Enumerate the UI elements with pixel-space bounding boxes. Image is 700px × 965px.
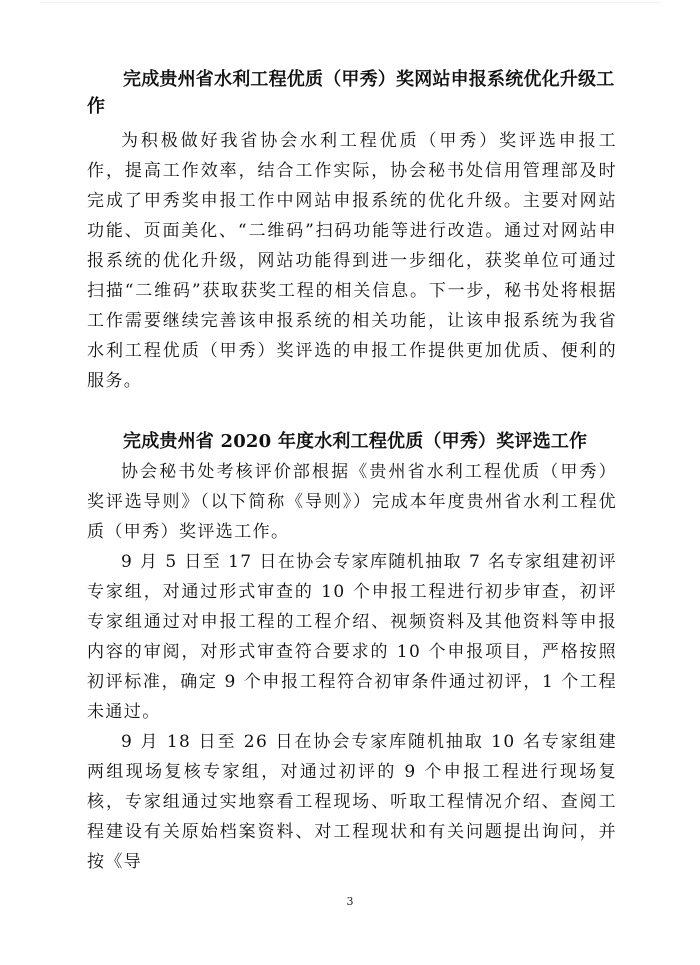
section-2-paragraph-3: 9 月 18 日至 26 日在协会专家库随机抽取 10 名专家组建两组现场复核专家组，对通过初评的 9 个申报工程进行现场复核，专家组通过实地察看工程现场、听取工程情况介绍、查阅工程建设有关原始档案资料、对工程现状和有关问题提出询问，并按《导 [87,732,617,872]
section-1-paragraph-1: 为积极做好我省协会水利工程优质（甲秀）奖评选申报工作，提高工作效率，结合工作实际，协会秘书处信用管理部及时完成了甲秀奖申报工作中网站申报系统的优化升级。主要对网站功能、页面美化、“二维码”扫码功能等进行改造。通过对网站申报系统的优化升级，网站功能得到进一步细化，获奖单位可通过扫描“二维码”获取获奖工程的相关信息。下一步，秘书处将根据工作需要继续完善该申报系统的相关功能，让该申报系统为我省水利工程优质（甲秀）奖评选的申报工作提供更加优质、便利的服务。 [87,131,617,391]
section-2-paragraph-2: 9 月 5 日至 17 日在协会专家库随机抽取 7 名专家组建初评专家组，对通过形式审查的 10 个申报工程进行初步审查，初评专家组通过对申报工程的工程介绍、视频资料及其他资料等申报内容的审阅，对形式审查符合要求的 10 个申报项目，严格按照初评标准，确定 9 个申报工程符合初审条件通过初评，1 个工程未通过。 [87,552,617,722]
document-body [87,66,617,877]
page-top-edge [40,2,660,3]
page-number: 3 [346,895,354,908]
section-1-heading: 完成贵州省水利工程优质（甲秀）奖网站申报系统优化升级工作 [87,69,615,117]
section-2-heading: 完成贵州省 2020 年度水利工程优质（甲秀）奖评选工作 [123,431,588,452]
section-2-paragraph-1: 协会秘书处考核评价部根据《贵州省水利工程优质（甲秀）奖评选导则》（以下简称《导则》）完成本年度贵州省水利工程优质（甲秀）奖评选工作。 [87,462,617,542]
